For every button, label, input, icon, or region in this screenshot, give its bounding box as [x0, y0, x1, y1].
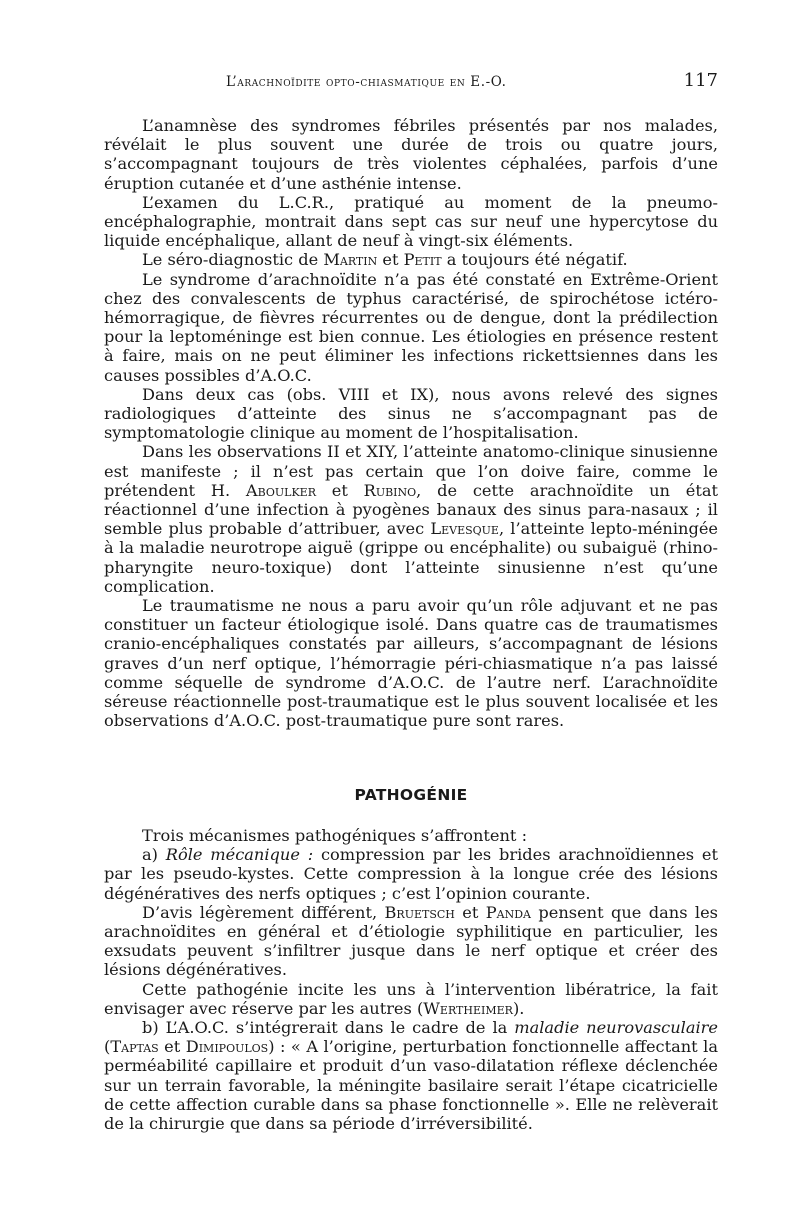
paragraph-sero-diagnostic: Le séro-diagnostic de Martin et Petit a toujours été négatif. [142, 250, 628, 270]
pathogenie-text [104, 826, 718, 1133]
author-name: Martin [323, 250, 378, 270]
paragraph-mecanismes: Trois mécanismes pathogéniques s’affrontent : [142, 826, 528, 845]
paragraph-traumatisme: Le traumatisme ne nous a paru avoir qu’un rôle adjuvant et ne pas constituer un facteur étiologique isolé. Dans quatre cas de traumatismes cranio-encéphaliques constatés par ailleurs, s’accompagnant de lésions graves d’un nerf optique, l’hémorragie péri-chiasmatique n’a pas laissé comme séquelle de syndrome d’A.O.C. de l’autre nerf. L’arachnoïdite séreuse réactionnelle post-traumatique est le plus souvent localisée et les observations d’A.O.C. post-traumatique pure sont rares. [104, 596, 718, 731]
paragraph-intervention: Cette pathogénie incite les uns à l’intervention libératrice, la fait envisager avec réserve par les autres (Wertheimer). [104, 979, 718, 1018]
paragraph-neurovasculaire: b) L’A.O.C. s’intégrerait dans le cadre de la maladie neurovasculaire (Taptas et Dimipoulos) : « A l’origine, perturbation fonctionnelle affectant la perméabilité capillaire et produit d’un vaso-dilatation réflexe déclenchée sur un terrain favorable, la méningite basilaire serait l’étape cicatricielle de cette affection curable dans sa phase fonctionnelle ». Elle ne relèverait de la chirurgie que dans sa période d’irréversibilité. [104, 1018, 718, 1134]
author-name: Panda [485, 902, 532, 922]
paragraph-sinus-signs: Dans deux cas (obs. VIII et IX), nous avons relevé des signes radiologiques d’atteinte des sinus ne s’accompagnant pas de symptomatologie clinique au moment de l’hospitalisation. [104, 384, 718, 443]
paragraph-syndrome: Le syndrome d’arachnoïdite n’a pas été constaté en Extrême-Orient chez des convalescents de typhus caractérisé, de spirochétose ictéro-hémorragique, de fièvres récurrentes ou de dengue, dont la prédilection pour la leptoméninge est bien connue. Les étiologies en présence restent à faire, mais on ne peut éliminer les infections rickettsiennes dans les causes possibles d’A.O.C. [104, 269, 718, 385]
author-name: Bruetsch [384, 902, 455, 922]
page-number: 117 [683, 70, 718, 91]
discussion-text [104, 116, 718, 731]
author-name: Petit [403, 250, 442, 270]
page-header [104, 70, 718, 98]
author-name: Wertheimer [423, 998, 513, 1018]
author-name: Dimipoulos [185, 1037, 269, 1057]
paragraph-anamnese: L’anamnèse des syndromes fébriles présentés par nos malades, révélait le plus souvent une durée de trois ou quatre jours, s’accompagnant toujours de très violentes céphalées, parfois d’une éruption cutanée et d’une asthénie intense. [104, 116, 718, 193]
paragraph-avis-different: D’avis légèrement différent, Bruetsch et Panda pensent que dans les arachnoïdites en général et d’étiologie syphilitique en particulier, les exsudats peuvent s’infiltrer jusque dans le nerf optique et créer des lésions dégénératives. [104, 902, 718, 980]
author-name: Rubino [363, 480, 417, 500]
section-heading-pathogenie: PATHOGÉNIE [354, 786, 468, 804]
author-name: Taptas [110, 1037, 159, 1057]
paragraph-observations: Dans les observations II et XIY, l’atteinte anatomo-clinique sinusienne est manifeste ; il n’est pas certain que l’on doive faire, comme le prétendent H. Aboulker et Rubino, de cette arachnoïdite un état réactionnel d’une infection à pyogènes banaux des sinus para-nasaux ; il semble plus probable d’attribuer, avec Levesque, l’atteinte lepto-méningée à la maladie neurotrope aiguë (grippe ou encéphalite) ou subaiguë (rhino-pharyngite neuro-toxique) dont l’atteinte sinusienne n’est qu’une complication. [104, 442, 718, 596]
paragraph-lcr: L’examen du L.C.R., pratiqué au moment de la pneumo-encéphalographie, montrait dans sept cas sur neuf une hypercytose du liquide encéphalique, allant de neuf à vingt-six éléments. [104, 192, 718, 251]
running-title: L’arachnoïdite opto-chiasmatique en E.-O. [226, 74, 507, 90]
paragraph-role-mecanique: a) Rôle mécanique : compression par les brides arachnoïdiennes et par les pseudo-kystes. Cette compression à la longue crée des lésions dégénératives des nerfs optiques ; c’est l’opinion courante. [104, 845, 718, 903]
author-name: Levesque [430, 519, 499, 539]
author-name: Aboulker [245, 480, 316, 500]
